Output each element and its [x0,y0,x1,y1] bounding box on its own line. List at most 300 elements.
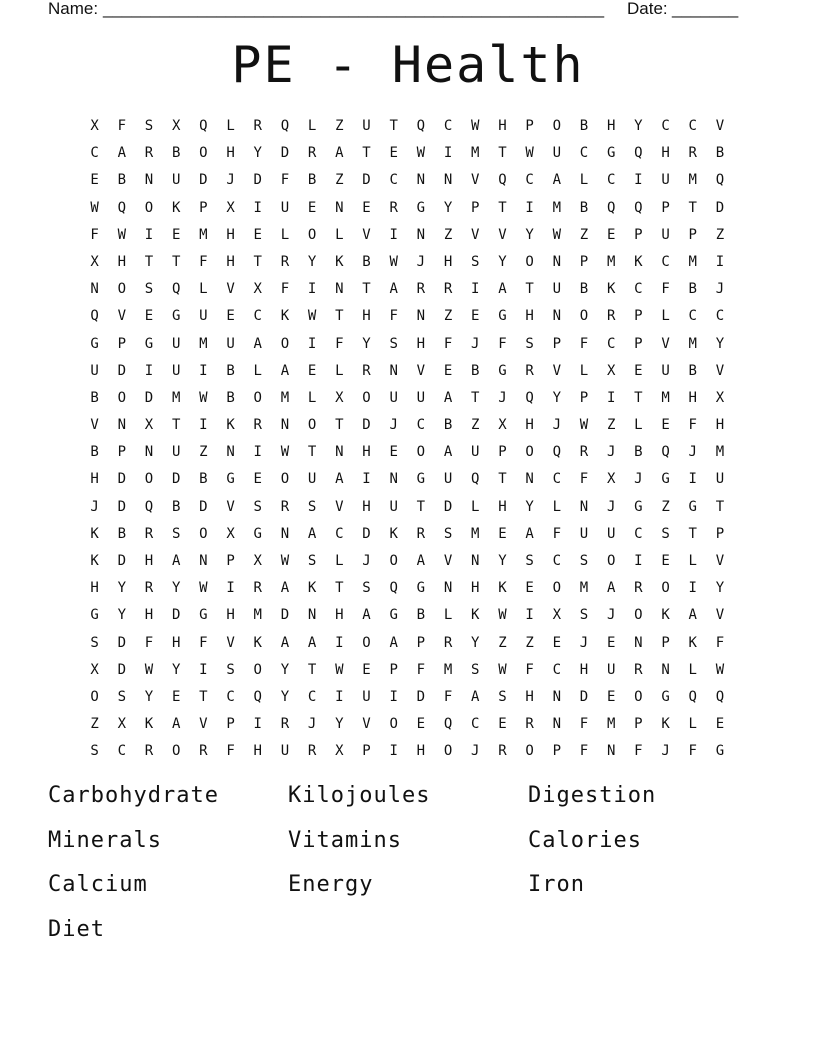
grid-letter: S [661,525,670,542]
grid-letter: V [226,281,235,298]
grid-letter: T [335,417,344,434]
grid-letter: G [416,199,426,216]
grid-letter: Z [335,118,344,134]
grid-letter: M [199,335,208,352]
grid-letter: A [335,145,344,162]
grid-letter: H [335,607,344,624]
grid-letter: T [253,253,262,270]
grid-letter: H [362,444,371,461]
grid-letter: I [389,743,398,760]
grid-letter: Q [715,172,725,189]
grid-letter: U [280,743,290,760]
grid-letter: E [253,226,262,243]
grid-letter: L [661,308,670,325]
grid-letter: L [688,716,697,733]
grid-letter: G [199,607,208,624]
grid-letter: H [144,553,154,569]
grid-letter: G [416,471,426,488]
grid-letter: O [171,743,181,760]
grid-letter: O [90,688,99,705]
grid-letter: O [253,389,262,406]
header-line [48,0,748,20]
grid-letter: Z [498,634,507,651]
grid-letter: M [171,389,181,406]
grid-letter: C [579,145,589,162]
grid-letter: N [280,525,290,542]
grid-letter: R [144,743,154,760]
grid-letter: V [715,362,725,379]
grid-letter: L [280,226,290,243]
grid-letter: H [362,308,371,325]
grid-letter: T [498,199,507,216]
grid-letter: G [253,525,262,542]
grid-letter: E [471,308,480,325]
grid-letter: U [416,389,426,406]
grid-letter: L [552,498,561,515]
grid-letter: G [389,607,398,624]
grid-letter: F [579,743,589,760]
grid-letter: V [362,716,371,733]
grid-letter: U [579,525,589,542]
grid-letter: E [443,362,453,379]
grid-letter: B [579,118,589,134]
grid-letter: J [634,471,643,488]
grid-letter: M [606,253,616,270]
grid-letter: O [416,444,426,461]
grid-letter: Y [715,580,725,597]
grid-letter: Q [688,688,697,705]
grid-letter: V [199,716,208,733]
grid-letter: Z [335,172,344,189]
grid-letter: G [498,362,507,379]
grid-letter: Q [253,688,262,705]
grid-letter: A [471,688,480,705]
grid-letter: M [253,607,262,624]
grid-letter: U [171,335,181,352]
grid-letter: V [226,498,235,515]
grid-letter: B [171,145,181,162]
grid-letter: R [144,580,154,597]
grid-letter: E [525,580,534,597]
grid-letter: A [552,172,561,189]
grid-row [81,222,735,249]
grid-letter: L [579,362,589,379]
grid-letter: X [498,417,507,434]
word-list-item: Energy [288,872,374,897]
grid-letter: I [307,281,317,298]
grid-letter: I [144,226,154,243]
grid-letter: Z [443,308,453,325]
grid-letter: U [307,471,317,488]
grid-letter: Q [661,444,670,461]
grid-letter: P [715,525,725,542]
grid-letter: R [253,118,262,134]
grid-letter: K [606,281,616,298]
grid-letter: Y [280,688,290,705]
grid-letter: S [579,553,589,569]
grid-row [81,494,735,521]
word-list-item: Vitamins [288,827,402,853]
grid-letter: O [525,444,534,461]
grid-letter: D [171,471,181,488]
grid-letter: X [90,253,99,270]
grid-letter: I [144,362,154,379]
grid-letter: E [661,417,670,434]
grid-letter: J [471,335,480,352]
grid-letter: Q [90,308,99,325]
grid-letter: O [199,145,208,162]
grid-letter: W [498,661,507,678]
grid-letter: O [552,118,561,134]
grid-letter: H [171,634,181,651]
grid-letter: K [171,199,181,216]
grid-letter: C [335,525,344,542]
grid-letter: L [226,118,235,134]
grid-letter: Q [416,118,426,134]
grid-letter: H [688,389,697,406]
grid-letter: K [661,607,670,624]
grid-letter: Y [525,226,534,243]
word-list-item: Diet [48,916,105,942]
word-list-item: Digestion [528,783,657,808]
grid-letter: W [389,253,398,270]
grid-letter: H [226,607,235,624]
grid-letter: C [471,716,480,733]
grid-letter: W [579,417,589,434]
grid-letter: Q [525,389,534,406]
grid-letter: T [171,417,181,434]
grid-letter: S [253,498,262,515]
grid-letter: Z [90,716,99,733]
grid-letter: W [199,389,208,406]
grid-letter: S [90,634,99,651]
grid-letter: L [688,661,697,678]
grid-letter: Y [443,199,453,216]
grid-letter: I [525,199,534,216]
grid-letter: A [171,716,181,733]
grid-letter: E [606,634,616,651]
grid-letter: L [471,498,480,515]
grid-letter: L [307,389,317,406]
grid-letter: I [688,471,697,488]
grid-letter: C [634,281,643,298]
grid-letter: T [498,471,507,488]
grid-letter: R [688,145,697,162]
grid-letter: T [335,580,344,597]
grid-letter: W [144,661,154,678]
grid-letter: D [280,607,290,624]
grid-letter: C [688,308,697,325]
grid-letter: O [389,716,398,733]
grid-letter: D [199,498,208,515]
grid-letter: F [280,172,290,189]
grid-letter: V [715,553,725,569]
grid-letter: H [226,253,235,270]
grid-letter: Y [525,498,534,515]
grid-letter: E [715,716,725,733]
grid-letter: S [525,335,534,352]
grid-letter: T [362,281,371,298]
grid-letter: U [90,362,99,379]
grid-letter: F [443,688,453,705]
grid-letter: C [661,253,670,270]
grid-letter: T [525,281,534,298]
grid-letter: O [606,553,616,569]
grid-letter: I [688,580,697,597]
grid-row [81,684,735,711]
grid-letter: O [307,417,317,434]
grid-letter: D [117,498,126,515]
grid-letter: P [471,199,480,216]
grid-letter: A [362,607,371,624]
grid-letter: K [661,716,670,733]
grid-letter: M [688,253,697,270]
grid-letter: N [552,253,561,270]
grid-letter: R [525,716,534,733]
grid-letter: N [416,308,426,325]
grid-letter: B [226,362,235,379]
grid-letter: L [443,607,453,624]
grid-letter: M [715,444,725,461]
grid-letter: E [552,634,561,651]
grid-letter: Q [498,172,507,189]
grid-letter: P [117,444,126,461]
grid-letter: M [471,525,480,542]
grid-letter: D [416,688,426,705]
grid-letter: P [525,118,534,134]
grid-letter: J [606,498,616,515]
grid-letter: A [280,634,290,651]
grid-letter: M [552,199,561,216]
grid-letter: I [335,634,344,651]
grid-letter: K [307,580,317,597]
grid-letter: V [226,634,235,651]
grid-letter: B [579,281,589,298]
grid-letter: O [307,226,317,243]
grid-letter: N [389,362,398,379]
grid-letter: N [606,743,616,760]
grid-letter: N [90,281,99,298]
grid-letter: K [498,580,507,597]
grid-letter: B [171,498,181,515]
grid-letter: J [226,172,235,189]
grid-letter: U [280,199,290,216]
grid-letter: G [606,145,616,162]
grid-row [81,602,735,629]
grid-letter: E [144,308,154,325]
grid-letter: P [199,199,208,216]
grid-letter: C [253,308,262,325]
grid-letter: J [606,444,616,461]
grid-letter: A [280,362,290,379]
grid-letter: J [90,498,99,515]
grid-letter: R [579,444,589,461]
grid-letter: N [552,308,561,325]
grid-letter: O [144,199,154,216]
grid-letter: I [634,553,643,569]
grid-letter: N [525,471,534,488]
grid-letter: I [199,417,208,434]
grid-letter: K [389,525,398,542]
grid-letter: F [117,118,126,134]
grid-letter: P [552,743,561,760]
grid-letter: G [498,308,507,325]
grid-letter: V [117,308,126,325]
grid-letter: T [171,253,181,270]
grid-letter: U [443,471,453,488]
grid-row [81,303,735,330]
grid-letter: G [90,607,99,624]
grid-letter: T [362,145,371,162]
grid-letter: I [253,199,262,216]
grid-letter: S [471,253,480,270]
grid-letter: B [90,389,99,406]
grid-letter: S [362,580,371,597]
grid-letter: C [634,525,643,542]
grid-letter: X [171,118,181,134]
grid-letter: H [443,253,453,270]
grid-letter: D [253,172,262,189]
grid-letter: R [416,281,426,298]
grid-letter: P [389,661,398,678]
grid-letter: W [525,145,534,162]
grid-letter: O [389,553,398,569]
grid-letter: Z [606,417,616,434]
grid-letter: R [144,525,154,542]
grid-letter: P [661,634,670,651]
grid-letter: H [498,498,507,515]
grid-letter: H [606,118,616,134]
grid-letter: T [144,253,154,270]
grid-letter: Q [280,118,290,134]
grid-letter: G [90,335,99,352]
grid-letter: U [171,172,181,189]
grid-letter: K [280,308,290,325]
grid-letter: Y [634,118,643,134]
grid-letter: A [525,525,534,542]
grid-letter: D [715,199,725,216]
grid-letter: Y [335,716,344,733]
grid-row [81,521,735,548]
grid-letter: H [90,471,99,488]
grid-letter: S [90,743,99,760]
grid-letter: D [443,498,453,515]
grid-letter: F [661,281,670,298]
grid-letter: C [606,335,616,352]
grid-letter: X [226,525,235,542]
grid-letter: X [117,716,126,733]
grid-letter: U [552,281,561,298]
grid-letter: J [579,634,589,651]
grid-letter: S [171,525,181,542]
grid-letter: P [661,199,670,216]
grid-letter: E [606,226,616,243]
grid-letter: W [307,308,317,325]
grid-letter: E [307,362,317,379]
grid-letter: L [688,553,697,569]
grid-letter: U [171,362,181,379]
grid-letter: A [498,281,507,298]
grid-letter: P [634,716,643,733]
grid-letter: R [280,498,290,515]
grid-letter: N [634,634,643,651]
grid-letter: O [525,743,534,760]
grid-letter: S [117,688,126,705]
grid-letter: M [606,716,616,733]
grid-letter: Q [471,471,480,488]
grid-letter: R [443,634,453,651]
grid-letter: C [688,118,697,134]
grid-letter: R [634,661,643,678]
grid-letter: H [226,145,235,162]
grid-letter: R [443,281,453,298]
grid-letter: P [579,253,589,270]
grid-letter: A [335,471,344,488]
grid-letter: U [226,335,235,352]
grid-letter: T [715,498,725,515]
grid-letter: Y [715,335,725,352]
grid-letter: O [443,743,453,760]
grid-letter: J [552,417,561,434]
letter-grid [81,113,735,766]
grid-letter: C [307,688,317,705]
grid-letter: B [226,389,235,406]
grid-letter: Z [525,634,534,651]
grid-letter: H [525,688,534,705]
grid-letter: L [335,553,344,569]
grid-letter: B [443,417,453,434]
grid-letter: O [552,580,561,597]
grid-letter: F [552,525,561,542]
grid-letter: Q [171,281,181,298]
grid-letter: P [579,389,589,406]
grid-letter: F [579,716,589,733]
grid-letter: S [307,553,317,569]
grid-letter: J [715,281,725,298]
grid-letter: T [199,688,208,705]
grid-letter: Y [171,661,181,678]
grid-letter: W [498,607,507,624]
grid-row [81,466,735,493]
grid-letter: Y [253,145,262,162]
grid-letter: I [606,389,616,406]
grid-letter: A [307,634,317,651]
grid-letter: X [715,389,725,406]
grid-letter: E [416,716,426,733]
grid-letter: X [144,417,154,434]
grid-letter: C [389,172,398,189]
grid-letter: B [117,525,126,542]
grid-letter: N [416,172,426,189]
grid-row [81,358,735,385]
grid-letter: B [117,172,126,189]
grid-letter: C [416,417,426,434]
grid-row [81,195,735,222]
grid-letter: L [634,417,643,434]
grid-letter: Q [117,199,126,216]
grid-letter: U [552,145,561,162]
grid-row [81,385,735,412]
grid-letter: O [362,634,371,651]
grid-letter: C [525,172,534,189]
grid-letter: M [280,389,290,406]
grid-letter: F [634,743,643,760]
grid-letter: X [226,199,235,216]
grid-letter: Y [117,607,126,624]
grid-letter: Y [471,634,480,651]
grid-letter: W [280,553,290,569]
grid-letter: F [144,634,154,651]
